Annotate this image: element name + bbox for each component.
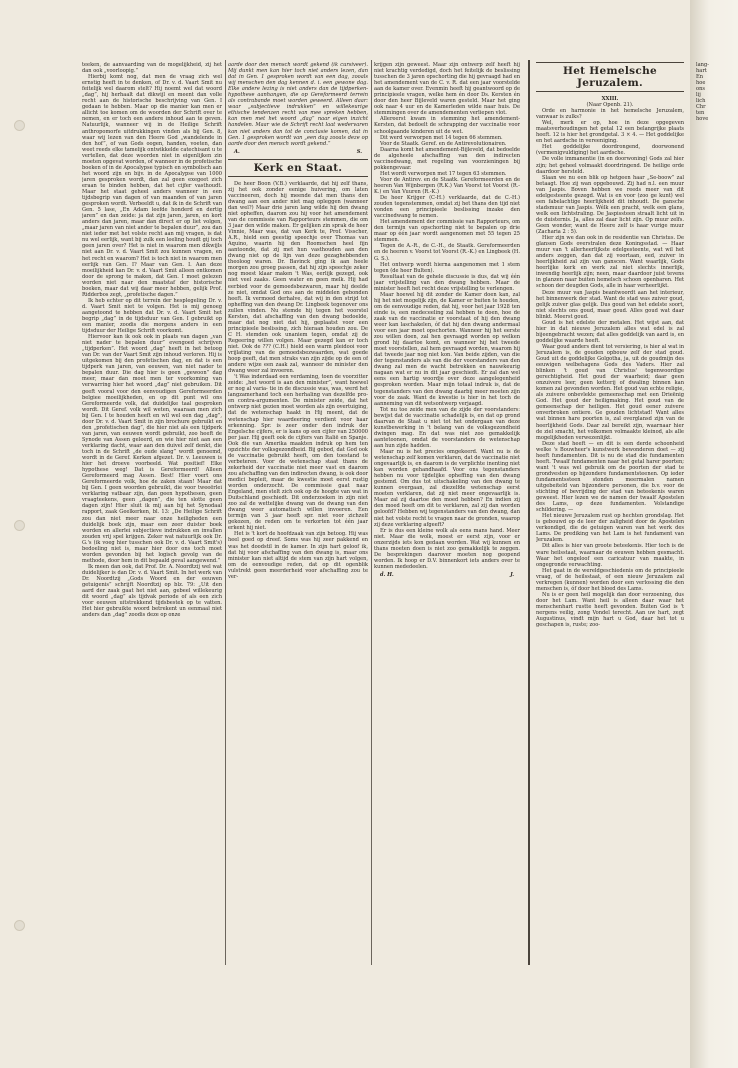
- section-heading-box: [228, 159, 368, 177]
- col3-para: Daarna komt het amendement-Bijleveld, dat bedoelde de algeheele afschaffing van den indirecten vaccinedwang, met regeling van voorzieningen bij pokkengevaar.: [374, 146, 520, 171]
- col5-line: lich: [696, 98, 706, 105]
- col3-para: Het ontwerp wordt hierna aangenomen met 1 stem tegen (de heer Bulten).: [374, 261, 520, 274]
- col3-para: krijgen zijn geweest. Maar zijn ontwerp zelf heeft hij niet krachtig verdedigd, doch het feitelijk de beslissing tusschen de 3 jaren opschorting die hij gevraagd had en het amendement van de C. v. R. dat een jaar voorstelde aan de kamer over. Evenmin heeft hij geantwoord op de principieele vragen, welke hem én door Ds. Kersten én door den heer Bijleveld waren gesteld. Maar het ging ook naar 4 uur en de Kamerleden wilde naar huis. De stemmingen over de amendementen verliepen vlot.: [374, 62, 520, 117]
- col4-para: Deze stad heeft — en dit is een derde schoonheid welke 's Bouwheer's kunstwerk bewonderen doet — zij heeft fundamenten. Dit is nu de stad die fundamenten heeft. Twaalf fundamenten naar het getal harer poorten; want 't was wel gebruik om de poorten der stad te grondvesten op bijzondere fundamentsteenen. Op ieder fundamentssteen stonden meermalen namen uitgebeiteld van bijzondere personen, die b.v. voor de stichting of bevrijding der stad van beteekenis waren geweest. Hier lezen we de namen der twaalf Apostelen des Lams, op deze fundamenten. Volstandige schildering. —: [536, 440, 684, 514]
- signature-left: d. H.: [380, 571, 394, 578]
- col2-para: Het is 't kort de hoofdzaak van zijn betoog. Hij was heel goed op dreef. Soms was hij zeer pakkend en was het doodstil in de kamer. In zijn hart geloof ik, dat hij voor afschaffing van den dwang is, maar ons minister kan niet altijd de stem van zijn hart volgen, om de eenvoudige reden, dat op dit ogenblik vulstrekt geen meerderheid voor afschaffing zou te ver-: [228, 531, 368, 580]
- col4-para: Orde en harmonie in het hemelsche Jeruzalem, vanwaar is zulks?: [536, 108, 684, 121]
- binding-holes: [14, 0, 28, 1068]
- col1-para: Hierbij komt nog, dat men de vraag zich wel ernstig heeft in te denken, of Dr. v. d. Vaart Smit nu feitelijk wel daarom stelt? Hij noemt wel dat woord „dag”, hij herhaalt dat dikwijl en meent dan volle recht aan de historische beschrijving van Gen. I gedaan te hebben. Maar op die manier kan men er allicht toe komen om de woorden der Schrift over te nemen, en er toch een andere inhoud aan te geven. Natuurlijk, wanneer wij in de Heilige Schrift anthropomorfe uitdrukkingen vinden als bij Gen. 8, waar wij lezen van den Heere God „wandelende in den hof”, of van Gods oogen, handen, voeten, dan weet reeds elke tamelijk ontwikkelde catechisant u te vertellen, dat deze woorden niet in eigenlijken zin moeten opgevat worden, of wanneer in de profetische boeken of in de Apocalypse typisch en symbolisch aan het woord zijn en bijv. in de Apocalypse van 1000 jaren gesproken wordt, dan zal geen exegeet zich eraan te binden hebben, dat het cijfer vasthoudt. Maar het staat geheel anders wanneer in een tijdsbegrip van dagen of van maanden of van jaren gesproken wordt. Verbeeldt u, dat ik in de Schrift van Gen. 5 lase, „En Adam leefde honderd en dertig jaren” en dan zeide: ja dat zijn jaren, jaren, en kort anders dan jaren, maar dan direct er op liet volgen, „maar jaren van niet ander te bepalen duur”, zou dan niet ieder met het volste recht aan mij vragen, is dat nu wel eerlijk, want bij zulk een leeling houdt gij toch geen jaren over? Het is niet in waarom men dikwijls niet aan Dr. v. d. Vaart Smit zou kunnen vragen, en het recht en waarom? Het is toch niet in waarom men eerlijk van Gen. I? Maar van Gen. I. Aan deze moeilijkheid kan Dr. v. d. Vaart Smit alleen ontkomen door de sprong te maken, dat Gen. I moet gelezen worden niet naar den maatstaf der historische boeken, maar dat wij daar meer hebben, gelijk Prof. Ridderbos zegt, „profetische dagen.”: [82, 74, 222, 298]
- col5-line: lang-: [696, 62, 709, 68]
- col4-para: Goud is het edelste der metalen. Het wijst aan, dat hier in dat nieuwe Jeruzalem alles wat edel is zal bijeengebracht wezen; dat alles goddelijk van aard is, en goddelijke waarde heeft.: [536, 319, 684, 344]
- binding-hole: [14, 920, 25, 931]
- col4-para: Hier zijn we dan ook in de residentie van Christus. De glansen Gods overstralen deze Koningsstad. — Haar muur van 't allerheerlijkste edelgesteente, wat wil het anders zeggen, dan dat zij voortaan, eed, zuiver in heerlijkheid zal zijn van ganscen. Want waarlijk, Gods heerlijke kerk en werk zal niet slechts innerlijk, inwendig heerlijk zijn; neen, maar daardoor juist tevens in glanzen naar buiten hemelsch schoon openbaren. Het schoon der deugden Gods, alle in haar verheerlijkt.: [536, 235, 684, 290]
- col3-para: Maar nu is het precies omgekeerd. Want nu is de wetenschap zelf komen verklaren, dat de vaccinatie niet ongevaarlijk is, en daarom is de verplichte inenting niet kan worden gehandhaafd. Voor ons tegenstanders hebben nu voor tijdelijke opheffing van den dwang gestemd. Om dus tot uitschakeling van den dwang te kunnen overgaan, zal diezelfde wetenschap eerst moeten verklaren, dat zij niet meer ongevaarlijk is. Maar zal zij daartoe den moed hebben? En indien zij den moed heeft om dit te verklaren, zal zij dan worden geloofd? Hebben wij tegenstanders van den dwang, dan niet het volste recht te vragen naar de gronden, waarop zij deze verklaring afgeeft?: [374, 449, 520, 528]
- col4-para: Slaan we nu een blik op hetgeen haar „Se-boow” zal betaagt. Hoe zij wan opgebouwd. Zij had n.l. een muur van Jaspis. Boven hebben we reeds meer van dit edelgesteente gezegd. Wat is en voor (zoo ge kunt) wel een fabelachtige heerlijkheid dit inhoudt. De gansche stadsmuur van Jaspis. Wélk een pracht, welk een glans, welk een lichtstraling. De Jaspissteen straalt licht uit in de duisternis. Ja, alles zal daar licht zijn. Op muur zelfs. Geen wonder, want de Heere zelf is haar vurige muur (Zacharia 2 : 5).: [536, 174, 684, 236]
- column-1: [82, 62, 222, 962]
- article-number: XXIII.: [601, 96, 619, 102]
- col2-para: 't Was inderdaad een verdaming, toen de voorzitter zeide: „het woord is aan den minister”, want hoewel er nog al varia- tie in de discussie was, was, werd het langzamerhand toch een herhaling van dezelfde pro- en contra-argumenten. De minister zeide, dat het ontwerp niet gezien moet worden als zijn overtuiging, dat de wetenschap haakt in Hij meent, dat de wetenschap hier waardeering verdient voor haar erkenning. Spr. is zeer onder den indruk der Engelsche cijfers, er is kans op een cijfer van 250000 per jaar. Hij geeft ook de cijfers van Italië en Spanje. Ook die van Amerika maakten indruk op hem ten opzichte der volksgezondheid. Bij gebod, dat God ook de vaccinatie gebruikt heeft, om den toestand te verbeteren. Voor de wetenschap staat thans de zekerheid der vaccinatie niet meer vast en daarom zou afschaffing van den indirecten dwang, is ook door medici bepleit, maar de kwestie moet eerst rustig worden onderzocht. De commissie gaat naar Engeland, men stelt zich ook op de hoogte van wat in Duitschland geschiedt. Dit onderzoeken in zijn niet zoo zal de wettelijke dwang van de dwang van den dwang weer automatisch willen invoeren. Een termijn van 3 jaar heeft spr. niet voor zichzelf gekozen, de reden om te verkorten tot één jaar erkent hij niet.: [228, 374, 368, 532]
- col1-para: teeken, de aanvaarding van de mogelijkheid, zij het dan ook „voorloopig.”: [82, 62, 222, 75]
- signature: [228, 149, 368, 155]
- section-heading: Kerk en Staat.: [253, 161, 343, 174]
- col5-line: hart: [696, 68, 707, 75]
- signature-right: S.: [356, 148, 362, 155]
- col4-para: Wel, merk er op, hoe in deze opgegeven maatsverhoudingen het getal 12 een belangrijke plaats heeft. 12 is hier het grondgetal. 3 × 4. — Het goddelijke en het aardsche in vereeniging.: [536, 120, 684, 145]
- signature: [374, 572, 520, 578]
- col5-line: lij: [696, 92, 701, 99]
- column-5-partial: [696, 62, 738, 262]
- col5-line: hove: [696, 116, 709, 123]
- binding-hole: [14, 520, 25, 531]
- col2-para: aarde door den mensch wordt gekend (ik cursiveer). Mij dunkt men kan hier toch niet anders lezen, dan dat in Gen. 1 gesproken wordt van een dag, zooals wij menschen den dag kennen d. i. een gewone dag. Elke andere lezing is niet anders dan de tijdperken-hypothese aanhangen, die op Gereformeerd terrein als contrabande moet worden geweerd. Alleen daar: waar „subjectieve indrukken” en willekeurige ethische tendenzen recht van mee spreken hebben, kan men met het woord „dag” naar eigen inzicht handelen. Maar wie de Schrift recht laat wedervaren kan niet anders dan tot de conclusie komen, dat in Gen. 1 gesproken wordt van „een dag zooals deze op aarde door den mensch wordt gekend.”: [228, 62, 368, 147]
- col5-line: hoe: [696, 80, 706, 87]
- column-2: [228, 62, 368, 962]
- col3-para: Het amendement der commissie van Rapporteurs, om den termijn van opschorting niet te bepalen op drie maar op één jaar wordt aangenomen met 55 tegen 25 stemmen.: [374, 219, 520, 244]
- col4-para: Het gaat in de wereldgeschiedenis om de principieele vraag, of de heilsstaat, of een nieuw Jeruzalem zal verkregen (kunnen) worden door een verlossing die den menschen is, óf door het bloed des Lams.: [536, 567, 684, 592]
- col1-para: Hiervoor kan ik ook ook in plaats van dagen „van niet nader te bepalen duur” evengoed schrijven „tijdperken”. Het woord „dag” heeft in het betoog van Dr. van der Vaart Smit zijn inhoud verloren. Hij is uitgekomen bij den profetischen dag, en dat is een tijdperk van jaren, van eeuwen, van niet nader te bepalen duur. Die dag hier is geen „gewoon” dag meer, maar dan moet men ter voorkoming van verwarring hier het woord „dag” niet gebruiken. Dit geeft vooral voor den eenvoudigen Gereformeerden belgiee moeilijkheden, en op dit punt wil ons Gereformeerde volk, dat duidelijke taal gesproken wordt. Dit Geref. volk wil weten, waaraan men zich bij Gen. I te houden heeft en wil wel een dag „dag”, door Dr. v. d. Vaart Smit in zijn brochure gebruikt en den „profetischen dag”, die hier niet als een tijdperk van jaren, van eeuwen wordt gebruikt, zoo heeft de Synode van Assen geleerd, en wie hier niet aan een verklaring dacht, waar aan den duivel zelf denkt, die toch in de Schrift „de oude slang” wordt genoemd, wordt in de Geref. Kerken afgezet. Dr. v. Leeuwen is hier het droeve voorbeeld. Wat positief! Elke hypothese weg! Dat is Gereformeerd! Alleen Gereformeerd mag Assen. Best! Hier voert ons Gereformeerde volk, hoe de zaken staan! Maar dat bij Gen. I geen woorden gebruikt, die voor tweeërlei verklaring vatbaar zijn, dan geen hypothesen, geen vraagteekens, geen „dagen”, die ten slotte geen dagen zijn! Hier sluit ik mij aan bij het Synodaal rapport, zaak Geelkerken, bl. 13: „De Heilige Schrift zou dan niet meer naar onze heiligheden een duidelijk boek zijn, maar een zeer duister boek worden en allerlei subjectieve indrukken en invallen zouden vrij spel krijgen. Zeker wat natuurlijk ook Dr. G.'s (ik voeg hier tusschen ook Dr. v. d. Vaart Smit's) bedoeling niet is, maar hier door ons toch moet worden gevonden bij het logisch gevolg van de methode, door hem in dit bepaald geval aangewend.”: [82, 334, 222, 564]
- article-heading: Het Hemelsche Jeruzalem.: [562, 65, 657, 89]
- col4-para: Deze muur van Jaspis beantwoordt aan het interieur, het binnenwerk der stad. Want de stad was zuiver goud, gelijk zuiver glas gelijk. Dus goud van het edelste soort, niet slechts ons goud, maar goud. Alles goud wat daar blinkt. Meerst goud.: [536, 289, 684, 320]
- col5-line: Chr: [696, 104, 706, 111]
- page-divider: [528, 60, 530, 965]
- col3-para: Het wordt verworpen met 17 tegen 63 stemmen.: [380, 170, 507, 177]
- col3-para: Allereerst kwam in stemming het amendement-Kersten, dat bedoelt de schrapping der vaccinatie voor schoolgaande kinderen uit de wet.: [374, 116, 520, 135]
- col3-para: Er is dus een kleine wolk als eens mans hand. Meer niet. Maar die wolk, moest er eerst zijn, voor er onzerzijds iets kon gedaan worden. Wat wij kunnen en thans moeten doen is niet zoo gemakkelijk te zeggen. De besprekingen daarover moeten nog geopend worden. Ik hoop er D.V. binnenkort iets anders over te kunnen mededeelen.: [374, 527, 520, 570]
- column-divider: [371, 60, 372, 965]
- col5-line: En: [696, 74, 703, 81]
- col4-para: Waar goud anders dient tot versiering, is hier al wat in Jeruzalem is, de gouden opbouw zelf der stad goud. Goud uit de goddelijke Golgotha, ja, uit de goudmijn des eeuwigen welbehagens Gods des Vaders. Hier zal blinken 't goud van Christus' tegenwoordige gerechtigheid. Het goud der waarheid; daar geen onzuivere leer, geen ketterij of dwaling binnen kan komen zal gevonden worden. Het goud van echte religie, als zuivere onbevlekte gemeenschap met een Drieënig God. Het goud der heiligmaking. Het goud van de gemeenschap der heiligen. Het goud eener zuivere onverbroken ontiere. Ge gouden lichtstad! Want alles wat binnen hare poorten is, zal overglansd zijn van de heerlijkheid Gods. Daar zal bereikt zijn, waarnaar hier de ziel smacht, het volkomen volmaakte kleinod, als alle mogelijkheden verwezenlijkt.: [536, 343, 684, 441]
- article-reference: (Naar Openb. 21).: [586, 102, 634, 109]
- column-divider: [225, 60, 226, 965]
- signature-left: A.: [234, 148, 240, 155]
- col3-para: Resultaat van de gehele discussie is dus, dat wij één jaar vrijstelling van den dwang hebben. Maar de minister heeft het recht deze vrijstelling te verlengen.: [374, 273, 520, 292]
- article-heading-box: [536, 62, 684, 92]
- binding-hole: [14, 120, 25, 131]
- col3-para: Tot nu toe zeide men van de zijde der voorstanders: bewijst dat de vaccinatie schadelijk is, en dat op grond daarvan de Staat u niet tot het ondergaan van deze kunstbewerking in 't belang van de volksgezondheid dwingen mag. En dat was niet zoo gemakkelijk aantetoonen, omdat de voorstanders de wetenschap aan hun zijde hadden.: [374, 406, 520, 449]
- column-4: [536, 62, 684, 962]
- col3-para: Tegen de A.-R., de C.-H., de Staatk. Gereformeerden en de heeren v. Voorst tot Voorst (R.-K.) en Lingbeek (H. G. S.).: [374, 243, 520, 262]
- col4-para: Het goddelijke doordrongend, doorwonend (vermenigvuldiging) het aardsche.: [536, 144, 684, 157]
- col4-para: De volle immanentie (in en doorwoning) Gods zal hier zijn; het geheel volmaakt doordringend. De heilige orde daardoor hersteld.: [536, 156, 684, 175]
- col2-para: De heer Boon (V.B.) verklaarde, dat hij zelf thans, zij het ook zonder eenige huivering, om laten vaccineeren, doch hij meende dat men thans den dwang aan een ander niet mag opleggen (wanneer dan wel?) Maar drie jaren lang wilde hij den dwang niet opheffen, daarom zou hij voor het amendement van de commissie van Rapporteurs stemmen, die om 3 jaar den wilde maken. Er gelijken zin sprak de heer Vinnie, Maar was, dat van Kerk te, Prof. Visscher, A.R., hield een geestig speechje over Thomas van Aquino, waarin hij den Roomschen heel fijn aantoonde, dat zij met hun vasthouden aan den dwang niet op de lijn van deze gezaghebbenden theoloog waren. Dr. Bavinck ging ik aan heele morgen zou groeg passen, dat hij zijn speechje zeker nog moest klaar maken 't Was, eerlijk gezegd, ook niet veel zaaks. Geen water en geen melk. Hij had eerbied voor de gemoedsbezwaren, maar hij deelde ze niet, omdat God ons aan de middelen gebonden heeft. Ik vermoed derhalve, dat wij in den strijd tot opheffing van den dwang Dr. Lingbeek tegenover ons zullen vinden. Nu stemde hij tegen het voorstel Kersten, dat afschaffing van den dwang bedoelde, maar dat nog niet dat hij, geplaatst voor een principieele beslissing, zich hieraan houden zou. De C H. stemden ook unaniem tegen, omdat zij de Regeering willen volgen. Maar gezegd kan er toch niet. Ook de ??? (C.H.) hield een warm pleidooi voor vrijlating van de gemoedsbezwaarden, wat goede hoop geeft, dat men straks van zijn zijde op de een of andere wijze een zaak zal, wanneer de minister den dwang weer zal invoeren.: [228, 180, 368, 375]
- col5-line: ons: [696, 86, 705, 93]
- col4-para: Dit alles is hier van groote beteekenis. Hier toch is de ware heilsstaat, waarnaar de eeuwen hebben gesmacht. Waar het ongeloof een caricatuur van maakte, in ongegronde verwachting.: [536, 543, 684, 568]
- col4-para: Nu is er geen heil mogelijk dan door verzoening, dus door het Lam. Want heil is alleen daar waar het menschenhart rustte heeft gevonden. Buiten God is 't nergens veilig, zong Vondel terecht. Aan uw hart, zegt Augustinus, vindt mijn hart u God, daar het tot u geschapen is, ruste; zoo-: [536, 591, 684, 629]
- col4-para: Het nieuwe Jeruzalem rust op hechten grondslag. Het is gebouwd op de leer der zaligheid door de Apostelen verkondigd, die de getuigen waren van het werk des Lams. De prediking van het Lam is het fundament van Jeruzalem.: [536, 513, 684, 544]
- column-3: [374, 62, 520, 962]
- col3-para: Maar hoewel hij dit zonder de Kamer doen kan, zal hij het niet mogelijk zijn, de Kamer er buiten te houden, om de eenvoudige reden, dat hij, voor het jaar 1928 ten einde is, een medeceeling zal hebben te doen, hoe de zaak van de vaccinatie er voorstaat of hij den dwang weer kan laschakelen, óf dat hij den dwang andermaal voor een jaar moet opschorten. Wanneer hij het eerste zou willen doen, zal hen gevraagd worden op welken grond hij daartoe komt, en wanneer hij het tweede moet voorstellen, zal hem gevraagd worden, waarom hij dat tweede jaar nog niet kon. Van beide zijden, van die der tegenstanders als van die der voorstanders van den dwang zal men de wacht betrekken en nauwkeurig nagaan wat er nu in dit jaar geschiedt. Er zal dan wel eens een hartig woordje over deze aangelegenheid gesproken worden. Maar mijn totaal indruk is, dat de tegenstanders van den dwang daarbij meer moeten zijn voor de zaak. Want de kwestie is hier in het toch de aanneming van dit wetsontwerp verjaagd.: [374, 291, 520, 407]
- signature-right: J.: [510, 571, 514, 578]
- col5-line: ten: [696, 110, 705, 117]
- col1-para: Ik meen dan ook, dat Prof. Dr. A. Noordtzij wel wat duidelijker is dan Dr. v. d. Vaart Smit. In het werk van Dr. Noordtzij „Gods Woord en der eeuwen getuigenis” schrijft Noordtzij op blz. 79: „Uit den aard der zaak gaat het niet aan, gebeel willekeurig dit woord „dag” als tijdvak periode of als een zich voor eeuwen uitstrekkend tijdsbestek op te vatten. Het hier gebruikte woord betrekent un eenmaal niet anders dan „dag” zoodis deze op onze: [82, 563, 222, 619]
- col3-para: Voor de Staatk. Geref. en de Antirevolutionairen.: [380, 140, 507, 147]
- col3-para: De heer Krijger (C-H.) verklaarde, dat de C.-H.) zouden tegenstemmen, omdat zij het thans den tijd niet vonden een principieele beslissing inzake den vaccinedwang te nemen.: [374, 195, 520, 220]
- col3-para: Dit werd verworpen met 14 tegen 66 stemmen.: [380, 134, 503, 141]
- col1-para: Ik heb echter op dit terrein der hesplegeling Dr. v. d. Vaart Smit niet te volgen. Het is mij genoeg aangetoond te hebben dat Dr. v. d. Vaart Smit het begrip „dag” in de tijdsduur van Gen. I gebruikt op een manier, zoodis die morgens anders in een tijdsduur der Heilige Schrift voorkomt.: [82, 297, 222, 335]
- col3-para: Voor de Antirev. en de Staatk. Gereformeerden en de heeren Van Wijnbergen (R.K.) Van Voorst tot Voorst (R.-K.) en Van Vuuren (R.-K.): [374, 176, 520, 195]
